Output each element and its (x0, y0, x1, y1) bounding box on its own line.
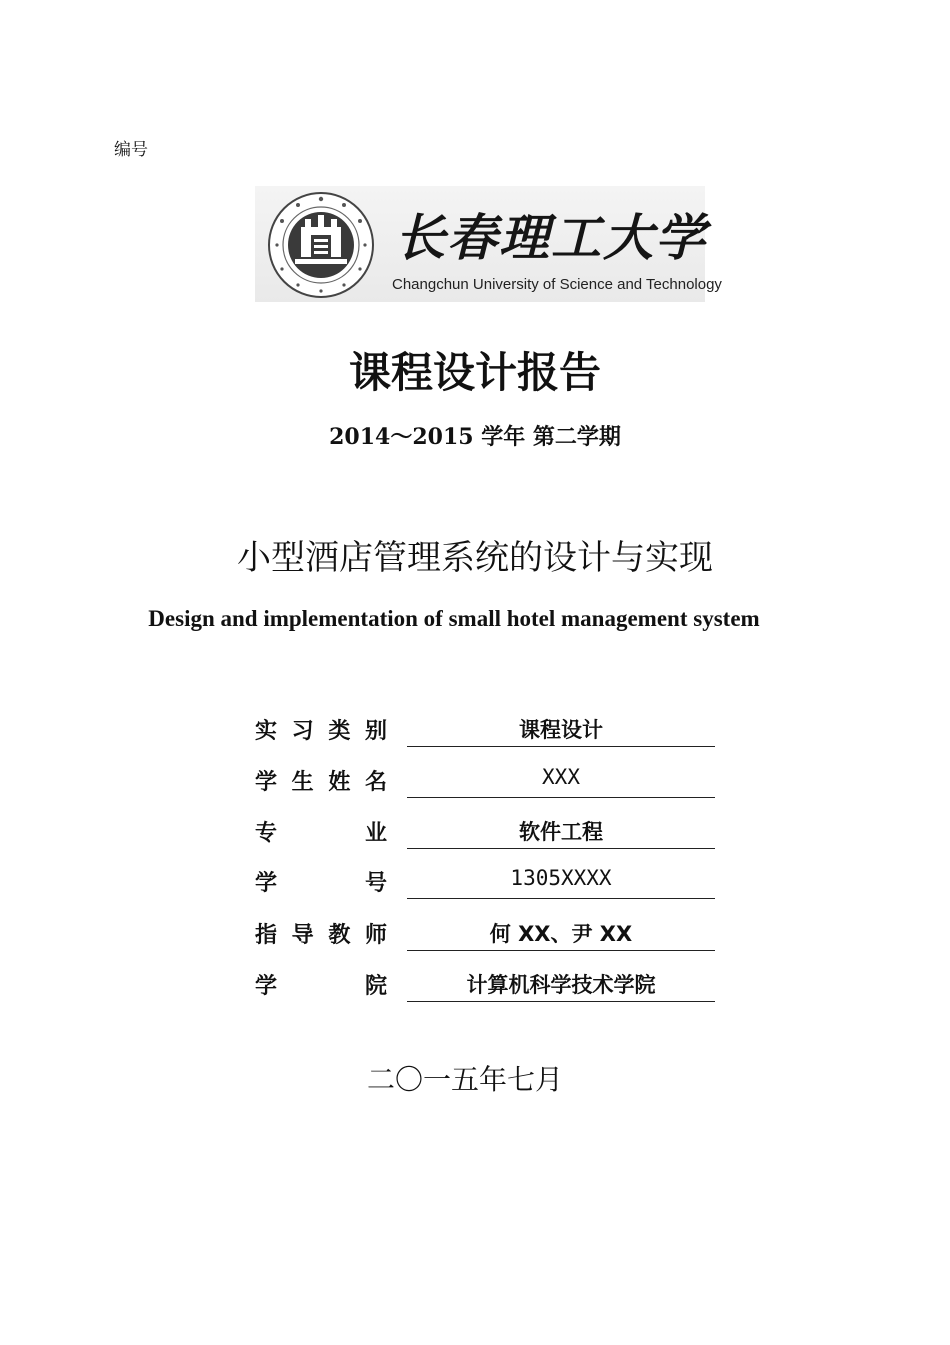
info-value: 软件工程 (519, 820, 603, 844)
report-date: 二〇一五年七月 (366, 1063, 563, 1096)
info-row-student-id (255, 856, 715, 900)
info-label: 学生姓名 (255, 770, 387, 795)
info-value: 课程设计 (519, 718, 603, 742)
info-value: 1305XXXX (510, 866, 612, 890)
underline (407, 1001, 715, 1002)
report-title: 课程设计报告 (348, 348, 601, 397)
academic-term: 2014～2015 学年 第二学期 (329, 424, 621, 450)
info-value: 计算机科学技术学院 (466, 973, 656, 997)
info-row-advisor (255, 908, 715, 952)
university-logo (255, 186, 722, 302)
university-name-cn: 长春理工大学 (395, 208, 707, 267)
info-label: 学号 (255, 871, 387, 896)
info-value: 何 XX、尹 XX (489, 922, 633, 946)
underline (407, 797, 715, 798)
info-row-student-name (255, 755, 715, 799)
underline (407, 950, 715, 951)
info-label: 学院 (255, 974, 387, 999)
underline (407, 746, 715, 747)
serial-number-label: 编号 (114, 140, 148, 160)
info-row-internship-type (255, 704, 715, 748)
underline (407, 848, 715, 849)
university-seal-icon (267, 191, 375, 299)
info-value: XXX (542, 765, 580, 789)
project-title-cn: 小型酒店管理系统的设计与实现 (237, 538, 713, 578)
info-row-college (255, 959, 715, 1003)
university-name-en: Changchun University of Science and Technology (392, 276, 722, 293)
underline (407, 898, 715, 899)
info-label: 实习类别 (255, 719, 387, 744)
info-row-major (255, 806, 715, 850)
info-label: 指导教师 (255, 923, 387, 948)
project-title-en: Design and implementation of small hotel management system (148, 606, 760, 631)
info-label: 专业 (255, 821, 387, 846)
